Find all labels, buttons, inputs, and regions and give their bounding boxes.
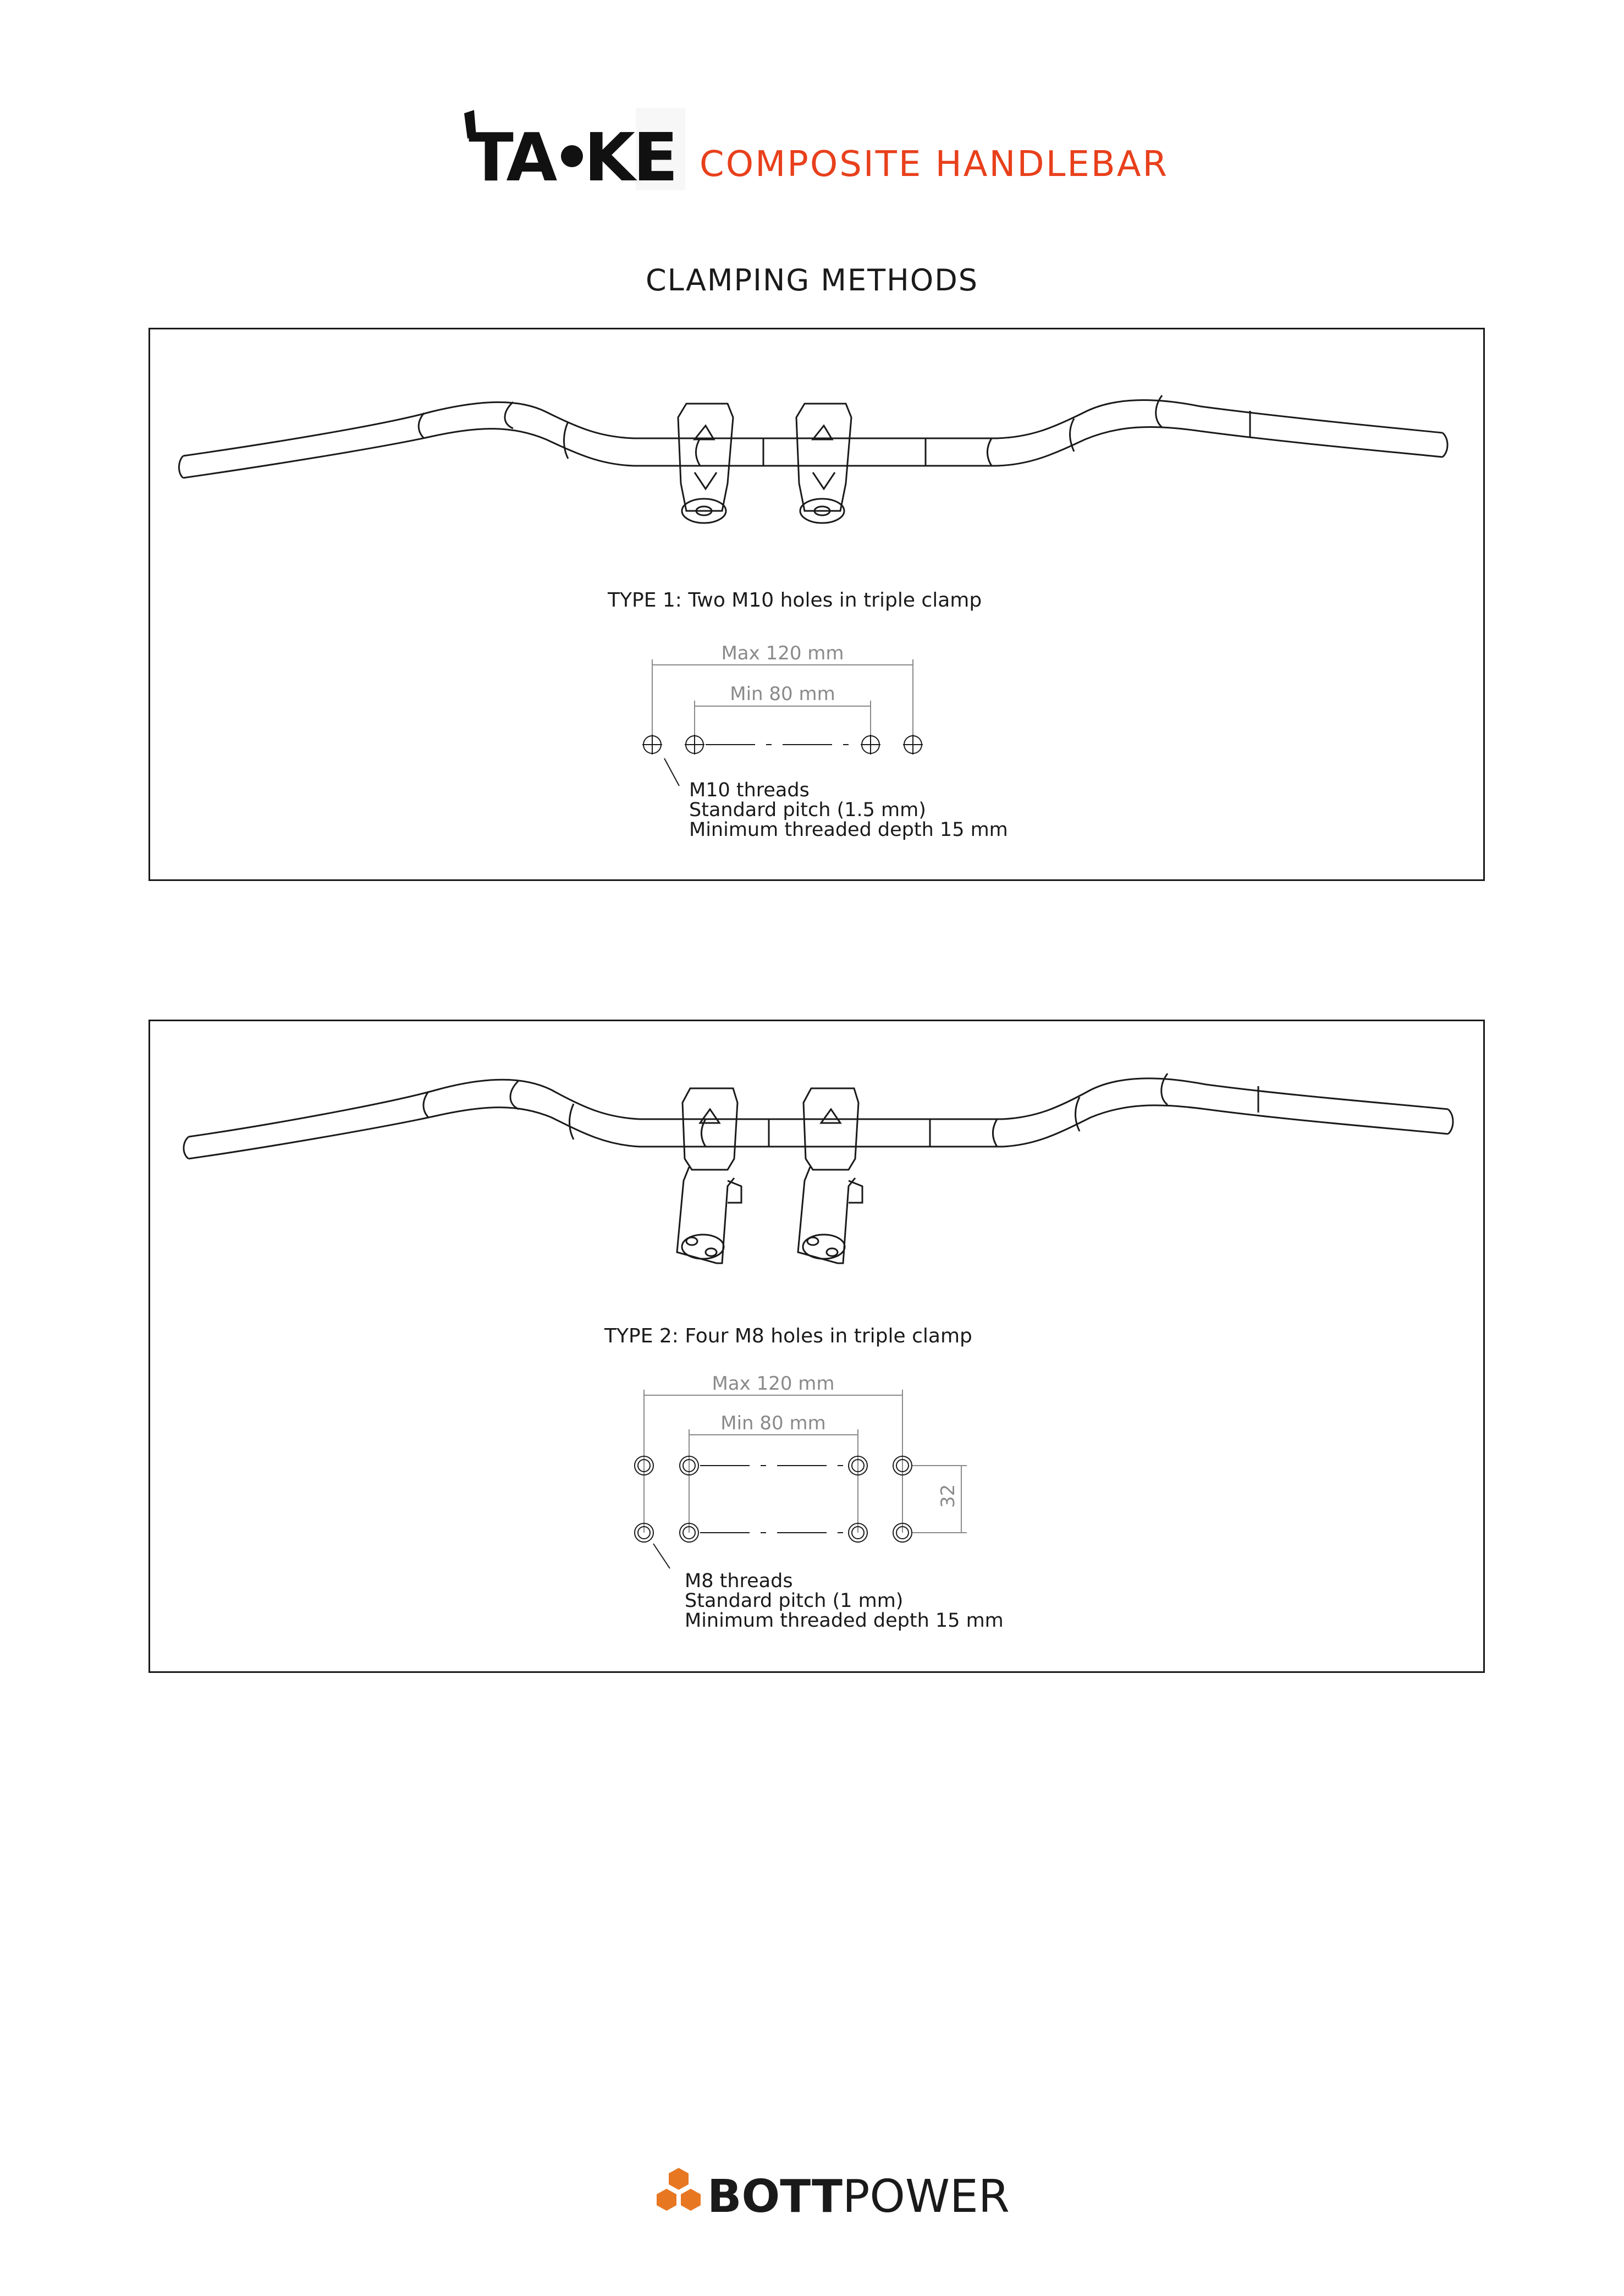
type2-height-label: 32 [937, 1484, 959, 1508]
take-logo [454, 108, 685, 196]
type2-min-label: Min 80 mm [720, 1412, 826, 1434]
hole-marker [685, 735, 704, 755]
hole-marker [861, 735, 880, 755]
type2-thread-note: M8 threads Standard pitch (1 mm) Minimum threaded depth 15 mm [685, 1570, 1004, 1632]
type2-max-label: Max 120 mm [712, 1373, 835, 1395]
svg-text:KE: KE [584, 120, 676, 196]
hole-marker [903, 735, 923, 755]
svg-text:BOTTPOWER: BOTTPOWER [707, 2171, 1010, 2223]
type1-caption: TYPE 1: Two M10 holes in triple clamp [608, 589, 982, 612]
hole-marker [642, 735, 662, 755]
type1-min-label: Min 80 mm [730, 683, 835, 705]
type1-panel [148, 328, 1485, 881]
svg-text:TA: TA [469, 120, 555, 196]
type2-caption: TYPE 2: Four M8 holes in triple clamp [604, 1325, 972, 1347]
bottpower-logo [652, 2161, 1010, 2223]
type1-max-label: Max 120 mm [721, 642, 844, 664]
product-subtitle: COMPOSITE HANDLEBAR [700, 144, 1169, 185]
type1-thread-note: M10 threads Standard pitch (1.5 mm) Minimum threaded depth 15 mm [689, 779, 1008, 841]
type2-panel [148, 1020, 1485, 1673]
section-title: CLAMPING METHODS [645, 263, 979, 298]
